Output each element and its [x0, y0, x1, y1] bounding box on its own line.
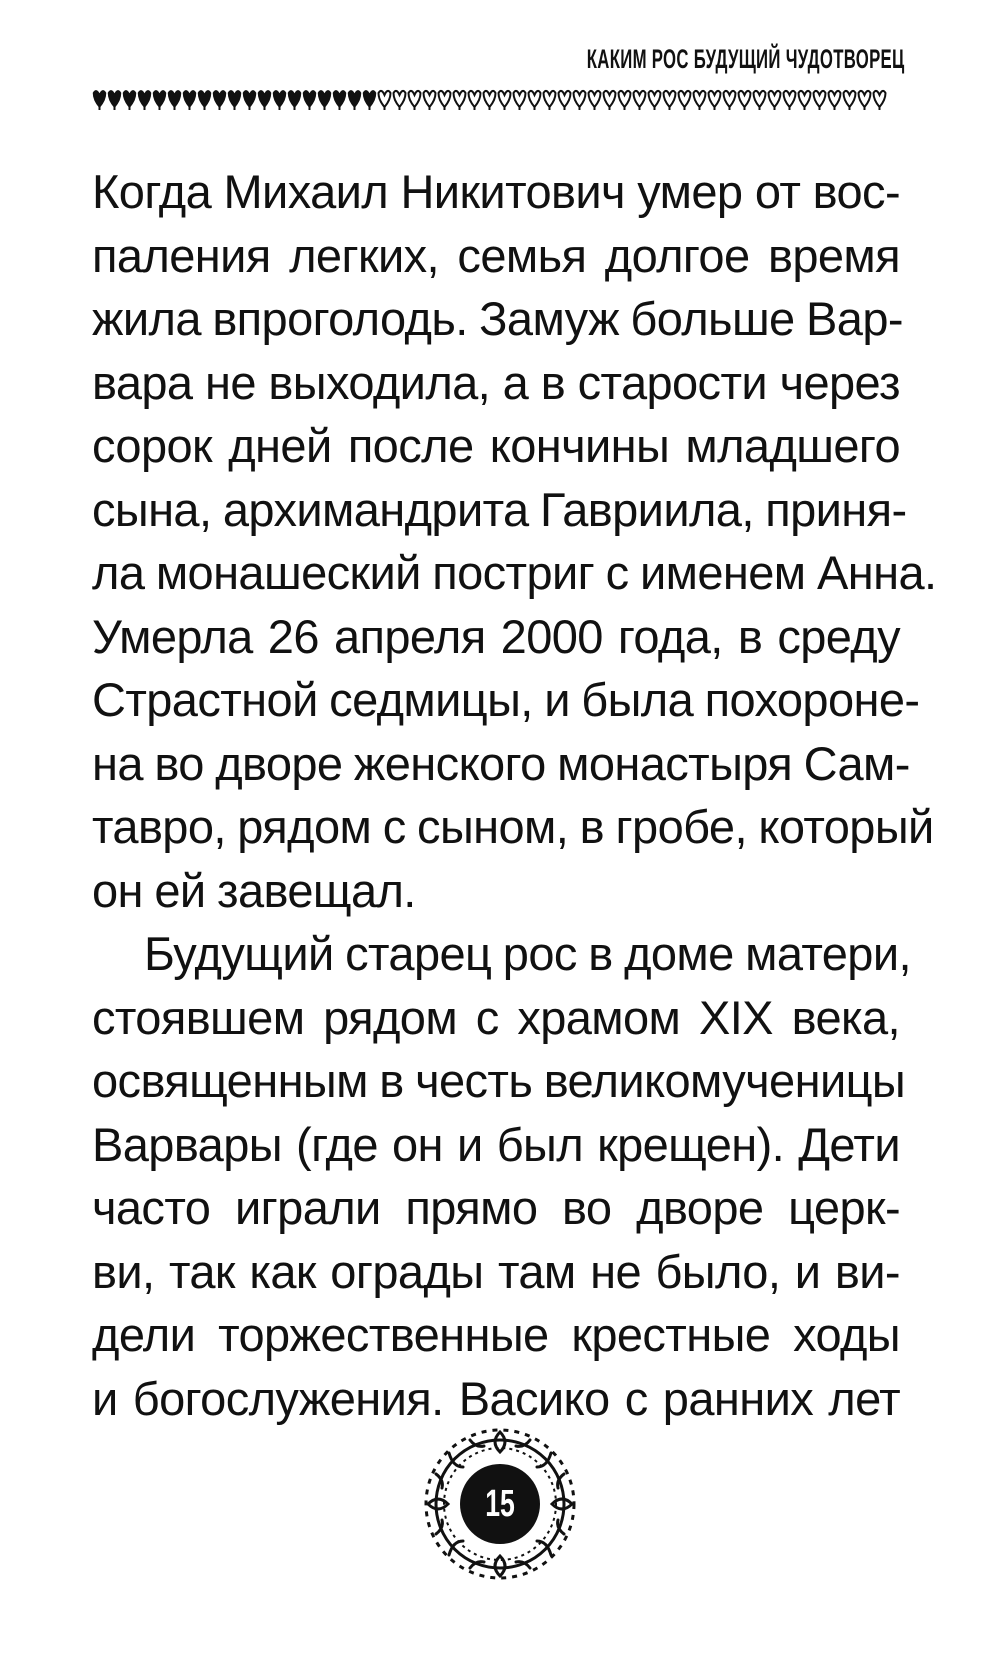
ornament-motif: [274, 91, 286, 110]
ornament-motif: [109, 91, 121, 110]
text-line: дели торжественные крестные ходы: [92, 1308, 900, 1361]
ornament-motif: [364, 91, 376, 110]
ornament-motif: [379, 91, 391, 110]
text-line: Будущий старец рос в доме матери,: [144, 927, 911, 980]
paragraph-2: [92, 922, 911, 1430]
ornament-motif: [709, 91, 721, 110]
ornament-motif: [229, 91, 241, 110]
text-line: ла монашеский постриг с именем Анна.: [92, 546, 937, 599]
ornament-motif: [289, 91, 301, 110]
ornament-motif: [439, 91, 451, 110]
ornament-motif: [589, 91, 601, 110]
ornament-motif: [664, 91, 676, 110]
ornamental-rule: [92, 86, 900, 112]
text-line: он ей завещал.: [92, 863, 416, 917]
ornament-motif: [319, 91, 331, 110]
text-line: освященным в честь великомученицы: [92, 1054, 906, 1107]
ornament-motif: [199, 91, 211, 110]
ornament-motif: [619, 91, 631, 110]
ornament-motif: [514, 91, 526, 110]
ornament-motif: [409, 91, 421, 110]
text-line: тавро, рядом с сыном, в гробе, который: [92, 800, 934, 853]
ornament-motif: [529, 91, 541, 110]
text-line: вара не выходила, а в старости через: [92, 355, 900, 409]
ornament-motif: [799, 91, 811, 110]
ornament-motif: [874, 91, 886, 110]
ornament-motif: [304, 91, 316, 110]
ornament-motif: [814, 91, 826, 110]
ornament-motif: [769, 91, 781, 110]
ornament-motif: [169, 91, 181, 110]
ornament-motif: [139, 91, 151, 110]
text-line: сына, архимандрита Гавриила, приня-: [92, 482, 907, 536]
ornament-motif: [724, 91, 736, 110]
ornament-motif: [559, 91, 571, 110]
ornament-motif: [739, 91, 751, 110]
ornament-motif: [484, 91, 496, 110]
ornament-motif: [499, 91, 511, 110]
text-line: Умерла 26 апреля 2000 года, в среду: [92, 609, 900, 663]
ornament-motif: [349, 91, 361, 110]
ornament-motif: [784, 91, 796, 110]
ornament-motif: [754, 91, 766, 110]
ornament-motif: [454, 91, 466, 110]
text-line: Страстной седмицы, и была похороне-: [92, 673, 920, 726]
page-number-medallion: [420, 1424, 580, 1584]
text-line: стоявшем рядом с храмом XIX века,: [92, 990, 900, 1044]
body-text: [92, 160, 937, 1430]
ornament-motif: [829, 91, 841, 110]
text-line: Когда Михаил Никитович умер от вос-: [92, 165, 900, 218]
ornament-motif: [259, 91, 271, 110]
text-line: часто играли прямо во дворе церк-: [92, 1181, 900, 1234]
ornament-motif: [94, 91, 106, 110]
text-line: жила впроголодь. Замуж больше Вар-: [92, 292, 903, 345]
ornament-motif: [154, 91, 166, 110]
ornament-motif: [124, 91, 136, 110]
running-header: КАКИМ РОС БУДУЩИЙ ЧУДОТВОРЕЦ: [587, 44, 905, 74]
ornament-motif: [394, 91, 406, 110]
ornament-motif: [574, 91, 586, 110]
ornament-motif: [469, 91, 481, 110]
paragraph-1: [92, 160, 937, 922]
ornament-motif: [544, 91, 556, 110]
ornament-motif: [424, 91, 436, 110]
ornament-motif: [844, 91, 856, 110]
ornament-motif: [859, 91, 871, 110]
text-line: ви, так как ограды там не было, и ви-: [92, 1244, 900, 1298]
ornament-pattern: [92, 86, 900, 112]
page-number: 15: [485, 1482, 515, 1525]
ornament-motif: [184, 91, 196, 110]
ornament-motif: [634, 91, 646, 110]
ornament-motif: [244, 91, 256, 110]
text-line: и богослужения. Васико с ранних лет: [92, 1371, 900, 1425]
ornament-motif: [604, 91, 616, 110]
ornament-motif: [694, 91, 706, 110]
ornament-motif: [214, 91, 226, 110]
ornament-motif: [649, 91, 661, 110]
text-line: на во дворе женского монастыря Сам-: [92, 736, 910, 790]
ornament-motif: [679, 91, 691, 110]
text-line: сорок дней после кончины младшего: [92, 419, 900, 472]
text-line: паления легких, семья долгое время: [92, 228, 900, 282]
ornament-motif: [334, 91, 346, 110]
text-line: Варвары (где он и был крещен). Дети: [92, 1117, 900, 1171]
